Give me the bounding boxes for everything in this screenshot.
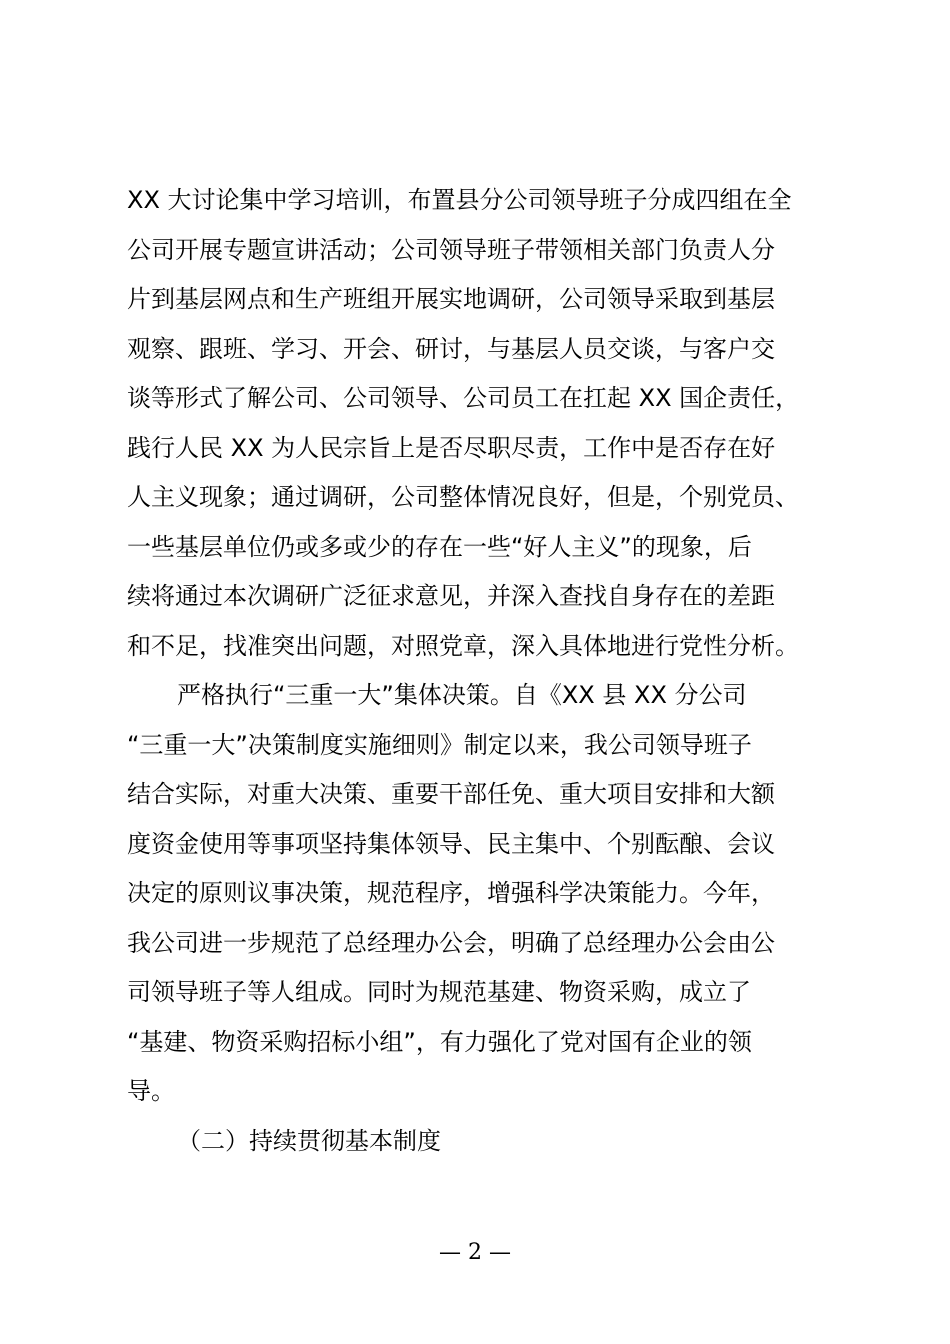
text-line: 我公司进一步规范了总经理办公会，明确了总经理办公会由公: [127, 928, 775, 957]
text-line: “三重一大”决策制度实施细则》制定以来，我公司领导班子: [127, 730, 752, 759]
text-line: 人主义现象；通过调研，公司整体情况良好，但是，个别党员、: [127, 483, 799, 511]
text-line: 度资金使用等事项坚持集体领导、民主集中、个别酝酿、会议: [127, 829, 775, 858]
page-number: — 2 —: [439, 1240, 511, 1265]
text-line: 司领导班子等人组成。同时为规范基建、物资采购，成立了: [127, 978, 751, 1006]
body-text: [127, 176, 857, 1166]
text-line: “基建、物资采购招标小组”，有力强化了党对国有企业的领: [127, 1027, 752, 1056]
text-line: 观察、跟班、学习、开会、研讨，与基层人员交谈，与客户交: [127, 334, 775, 363]
text-line: 一些基层单位仍或多或少的存在一些“好人主义”的现象，后: [127, 532, 752, 561]
text-line: 和不足，找准突出问题，对照党章，深入具体地进行党性分析。: [127, 631, 799, 660]
text-line: 谈等形式了解公司、公司领导、公司员工在扛起 XX 国企责任，: [127, 384, 800, 412]
paragraph-first-line: 严格执行“三重一大”集体决策。自《XX 县 XX 分公司: [177, 681, 747, 709]
text-line: 导。: [127, 1077, 175, 1105]
text-line: 决定的原则议事决策，规范程序，增强科学决策能力。今年，: [127, 879, 775, 907]
text-line: 结合实际，对重大决策、重要干部任免、重大项目安排和大额: [127, 780, 775, 808]
text-line: 片到基层网点和生产班组开展实地调研，公司领导采取到基层: [127, 285, 775, 313]
text-line: 公司开展专题宣讲活动；公司领导班子带领相关部门负责人分: [127, 235, 775, 264]
text-line: XX 大讨论集中学习培训，布置县分公司领导班子分成四组在全: [127, 186, 792, 214]
section-heading: （二）持续贯彻基本制度: [177, 1126, 441, 1155]
text-line: 续将通过本次调研广泛征求意见，并深入查找自身存在的差距: [127, 582, 775, 610]
text-line: 践行人民 XX 为人民宗旨上是否尽职尽责，工作中是否存在好: [127, 433, 776, 462]
